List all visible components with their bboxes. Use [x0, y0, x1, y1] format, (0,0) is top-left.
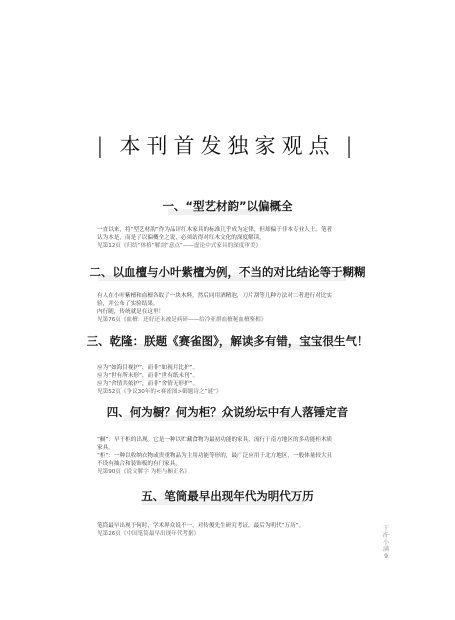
- paragraph: 有人在小叶紫檀和血檀各取了一块木料，然后同用酒精泡，刀片刮等几种方法对二者进行对比实验，并公布了实验结果。: [97, 293, 332, 307]
- section-heading: [0, 333, 455, 355]
- reference-line: 见第12页《归结“体格”解剖“意点”——虚论中式家具的深度审美》: [97, 243, 262, 249]
- section-body: [0, 226, 455, 250]
- title-right-bar: |: [345, 134, 359, 158]
- section-heading-text: 三、乾隆：朕题《赛雀图》，解读多有错，宝宝很生气！: [86, 334, 369, 348]
- reference-line: 见第76页《血檀：还好还未被是病碎——给冷亚群血檀秘血檀鉴相》: [97, 317, 267, 323]
- section-1: [0, 198, 455, 250]
- paragraph: “柜”：一种以收纳衣物或贵重物品为主用功能等形的，最广泛应用于北方地区，一般体量较大且不设有抽合和装饰板的有门家具。: [97, 453, 333, 467]
- section-heading-text: 二、以血檀与小叶紫檀为例，不当的对比结论等于糊糊: [89, 265, 366, 279]
- paragraph: 应为“世有所未形”，而非“世有纸未刊”。: [97, 373, 199, 379]
- section-2: [0, 264, 455, 324]
- section-heading-text: 五、笔筒最早出现年代为明代万历: [141, 489, 314, 503]
- section-heading: [0, 404, 455, 426]
- paragraph: 应为“舍情共依护”，而非“舍情无形护”。: [97, 381, 199, 387]
- page-title-text: 本刊首发独家观点: [119, 134, 336, 158]
- section-heading-text: 一、“型艺材韵”以偏概全: [162, 199, 293, 213]
- section-body: [0, 436, 455, 476]
- section-heading: [0, 198, 455, 220]
- section-heading: [0, 488, 455, 510]
- page-number: 9: [384, 553, 388, 560]
- section-heading: [0, 264, 455, 286]
- reference-line: 见第90页《说文解字 为柜与橱正名》: [97, 469, 190, 475]
- page-title: [0, 130, 455, 160]
- paragraph: 内行随，传统就是在这里！: [97, 309, 165, 315]
- section-4: [0, 404, 455, 476]
- section-heading-text: 四、何为橱？何为柜？众说纷坛中有人落锤定音: [106, 405, 349, 419]
- reference-line: 见第26页《中国笔筒最早出现年代考据》: [97, 531, 200, 537]
- paragraph: “橱”：早于柜的出现。它是一种以贮藏食物为最初功能的家具，流行于南方地区的多功能柜木质家具。: [97, 437, 333, 451]
- paragraph: 一直以来，将“型艺材韵”作为品评红木家具的标准几乎成为定律，但却偏于非本专业人士。笔者认为本是，而是了以偏概全之说，必须站得对红木文化的深度解读。: [97, 227, 333, 241]
- section-body: [0, 364, 455, 396]
- title-left-bar: |: [96, 134, 110, 158]
- paragraph: 应为“如海目视护”，而非“如视月比护”。: [97, 365, 199, 371]
- reference-line: 见第52页《争议30年的<赛雀图>御题诗之“谜”》: [97, 389, 222, 395]
- section-3: [0, 333, 455, 396]
- side-note: 于吝·小满: [382, 525, 390, 553]
- paragraph: 笔筒最早出现于何时，学术界众说不一，对传俊先生研究考证，最后为明代“万历”。: [97, 523, 305, 529]
- section-body: [0, 292, 455, 324]
